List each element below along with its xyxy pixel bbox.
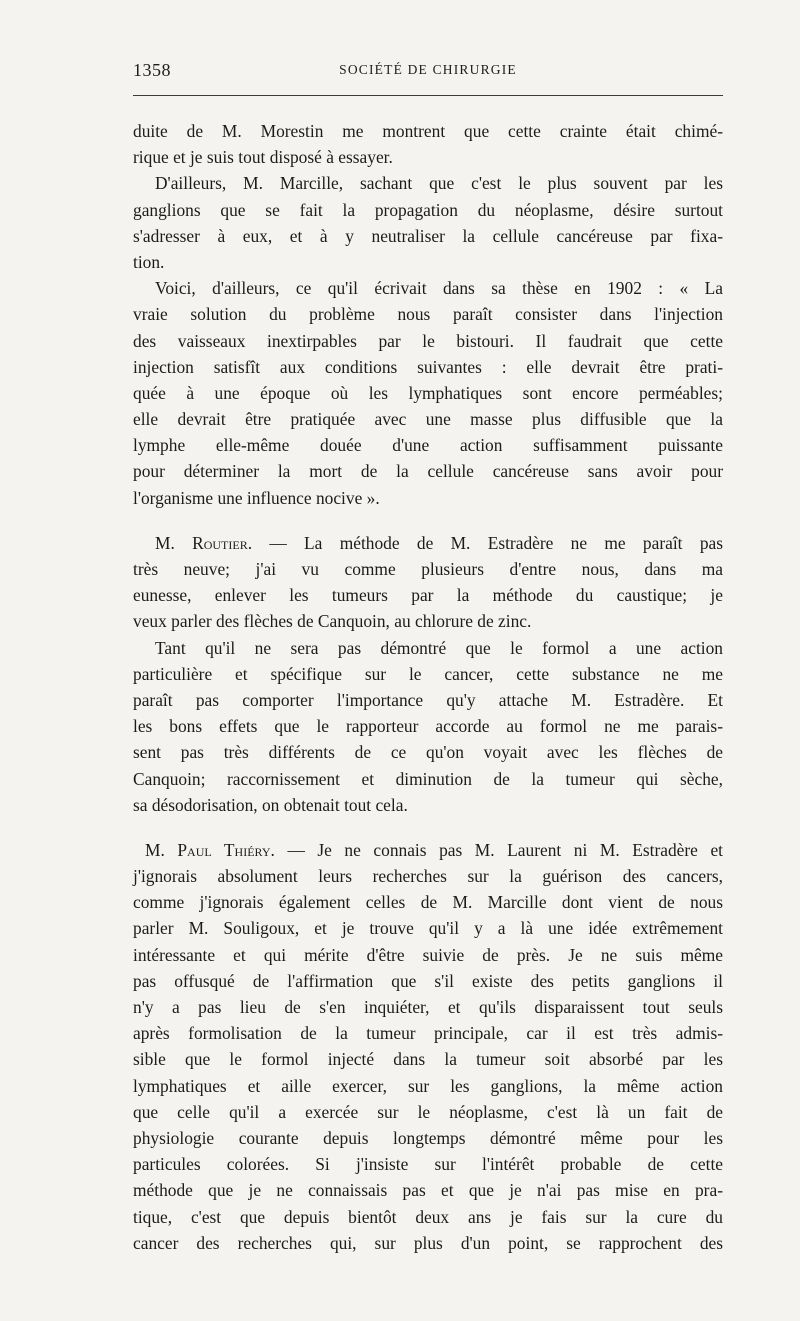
text-line: vraie solution du problème nous paraît consister dans l'injection <box>133 304 723 325</box>
text-line: duite de M. Morestin me montrent que cette crainte était chimé- <box>133 121 723 141</box>
section-gap <box>133 511 723 530</box>
paragraph <box>133 530 723 635</box>
text-line <box>133 530 723 556</box>
text-line: rique et je suis tout disposé à essayer. <box>133 147 393 168</box>
speaker-text: — Je ne connais pas M. Laurent ni M. Estradère et <box>274 839 723 860</box>
text-line: que celle qu'il a exercée sur le néoplasme, c'est là un fait de <box>133 1101 723 1122</box>
text-line: quée à une époque où les lymphatiques sont encore perméables; <box>133 382 723 403</box>
text-line: veux parler des flèches de Canquoin, au chlorure de zinc. <box>133 611 532 632</box>
text-line: méthode que je ne connaissais pas et que je n'ai pas mise en pra- <box>133 1180 723 1201</box>
paragraph <box>133 837 723 1256</box>
speaker-name: M. Routier. <box>155 532 253 553</box>
text-line: cancer des recherches qui, sur plus d'un point, se rapprochent des <box>133 1232 723 1253</box>
paragraph <box>133 118 723 170</box>
running-title: SOCIÉTÉ DE CHIRURGIE <box>339 62 517 77</box>
text-line: ganglions que se fait la propagation du néoplasme, désire surtout <box>133 199 723 220</box>
text-line <box>133 837 723 863</box>
text-line: sent pas très différents de ce qu'on voyait avec les flèches de <box>133 742 723 763</box>
paragraph <box>133 275 723 511</box>
text-line: injection satisfît aux conditions suivantes : elle devrait être prati- <box>133 356 723 377</box>
text-line: D'ailleurs, M. Marcille, sachant que c'est le plus souvent par les <box>155 173 723 194</box>
text-line: tique, c'est que depuis bientôt deux ans je fais sur la cure du <box>133 1206 723 1227</box>
paragraph <box>133 170 723 275</box>
text-line: Voici, d'ailleurs, ce qu'il écrivait dans sa thèse en 1902 : « La <box>155 278 723 299</box>
text-line: l'organisme une influence nocive ». <box>133 487 380 508</box>
text-line: intéressante et qui mérite d'être suivie de près. Je ne suis même <box>133 944 723 965</box>
paragraph <box>133 635 723 818</box>
text-line: tion. <box>133 251 165 272</box>
page-number: 1358 <box>133 60 171 80</box>
text-line: parler M. Souligoux, et je trouve qu'il y a là une idée extrêmement <box>133 918 723 939</box>
text-line: lymphatiques et aille exercer, sur les ganglions, la même action <box>133 1075 723 1096</box>
body-text <box>133 118 723 1256</box>
text-line: après formolisation de la tumeur principale, car il est très admis- <box>133 1023 723 1044</box>
section-gap <box>133 818 723 837</box>
text-line: lymphe elle-même douée d'une action suffisamment puissante <box>133 435 723 456</box>
text-line: paraît pas comporter l'importance qu'y attache M. Estradère. Et <box>133 689 723 710</box>
text-line: pas offusqué de l'affirmation que s'il existe des petits ganglions il <box>133 970 723 991</box>
speaker-text: — La méthode de M. Estradère ne me paraît pas <box>252 532 723 553</box>
text-line: s'adresser à eux, et à y neutraliser la cellule cancéreuse par fixa- <box>133 225 723 246</box>
text-line: comme j'ignorais également celles de M. Marcille dont vient de nous <box>133 892 723 913</box>
text-line: très neuve; j'ai vu comme plusieurs d'entre nous, dans ma <box>133 559 723 579</box>
text-line: Tant qu'il ne sera pas démontré que le formol a une action <box>155 637 723 658</box>
text-line: eunesse, enlever les tumeurs par la méthode du caustique; je <box>133 585 723 606</box>
page-header <box>133 58 723 84</box>
header-rule <box>133 95 723 96</box>
text-line: sible que le formol injecté dans la tumeur soit absorbé par les <box>133 1049 723 1070</box>
text-line: j'ignorais absolument leurs recherches sur la guérison des cancers, <box>133 866 723 887</box>
text-line: n'y a pas lieu de s'en inquiéter, et qu'ils disparaissent tout seuls <box>133 997 723 1017</box>
text-line: Canquoin; raccornissement et diminution de la tumeur qui sèche, <box>133 768 723 789</box>
text-line: particules colorées. Si j'insiste sur l'intérêt probable de cette <box>133 1154 723 1175</box>
speaker-name: M. Paul Thiéry. <box>145 839 275 860</box>
text-line: sa désodorisation, on obtenait tout cela. <box>133 794 408 815</box>
text-line: les bons effets que le rapporteur accorde au formol ne me parais- <box>133 716 723 737</box>
text-line: elle devrait être pratiquée avec une masse plus diffusible que la <box>133 409 723 430</box>
text-line: particulière et spécifique sur le cancer, cette substance ne me <box>133 663 723 684</box>
text-line: des vaisseaux inextirpables par le bistouri. Il faudrait que cette <box>133 330 723 351</box>
text-line: physiologie courante depuis longtemps démontré même pour les <box>133 1127 723 1148</box>
text-line: pour déterminer la mort de la cellule cancéreuse sans avoir pour <box>133 461 723 482</box>
